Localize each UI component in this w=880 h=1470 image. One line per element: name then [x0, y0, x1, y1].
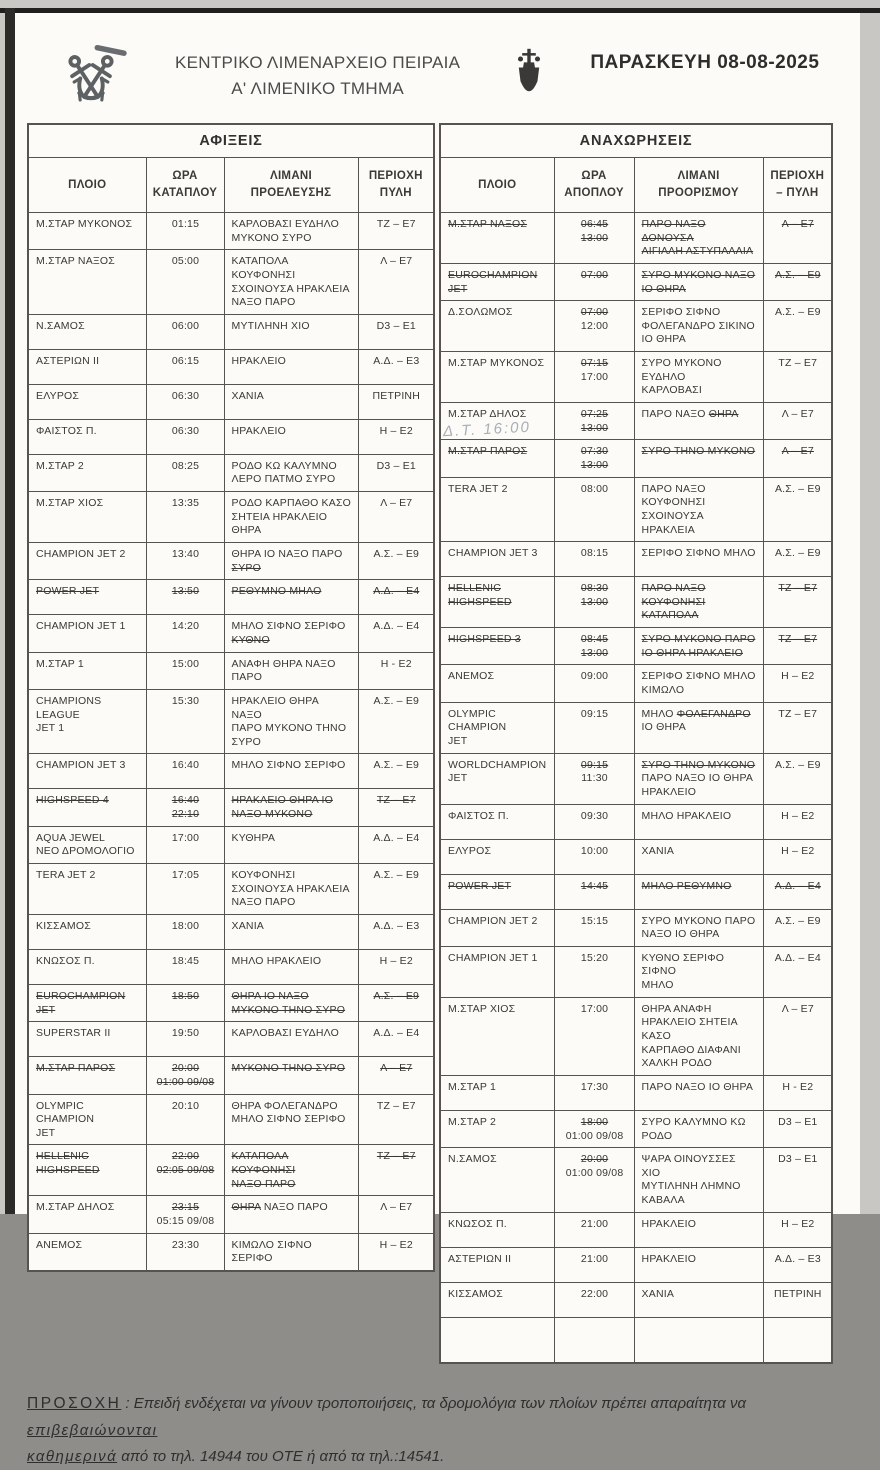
ports-cell: ΗΡΑΚΛΕΙΟ	[224, 419, 358, 454]
time-cell: 21:00	[554, 1212, 634, 1247]
organization-title	[175, 50, 460, 103]
ship-cell: Μ.ΣΤΑΡ ΝΑΞΟΣ	[28, 250, 146, 315]
ports-cell: ΧΑΝΙΑ	[634, 1282, 763, 1317]
ports-cell: ΚΑΡΛΟΒΑΣΙ ΕΥΔΗΛΟ	[224, 1022, 358, 1057]
arrival-row	[28, 492, 434, 543]
time-cell: 22:00 02:05 09/08	[146, 1145, 224, 1196]
area-cell: Η – Ε2	[763, 839, 832, 874]
arrival-row	[28, 984, 434, 1021]
page-header	[15, 13, 860, 117]
time-cell: 09:00	[554, 665, 634, 702]
time-cell: 13:40	[146, 543, 224, 580]
notice-body-2: από το τηλ. 14944 του ΟΤΕ ή από τα τηλ.:14541.	[117, 1447, 445, 1465]
area-cell: Η – Ε2	[358, 1233, 434, 1271]
departures-title: ΑΝΑΧΩΡΗΣΕΙΣ	[440, 124, 832, 158]
arrival-row	[28, 652, 434, 689]
ports-cell: ΜΗΛΟ ΡΕΘΥΜΝΟ	[634, 874, 763, 909]
ports-cell: ΣΥΡΟ ΜΥΚΟΝΟ ΠΑΡΟ ΙΟ ΘΗΡΑ ΗΡΑΚΛΕΙΟ	[634, 628, 763, 665]
col-area-gate: ΠΕΡΙΟΧΗ ΠΥΛΗ	[358, 158, 434, 213]
ship-cell: HELLENIC HIGHSPEED	[28, 1145, 146, 1196]
area-cell: Λ – Ε7	[763, 213, 832, 264]
ship-cell: POWER JET	[440, 874, 554, 909]
time-cell: 16:40 22:10	[146, 789, 224, 826]
area-cell: Η - Ε2	[763, 1075, 832, 1110]
ship-cell: CHAMPION JET 3	[440, 542, 554, 577]
ports-cell: ΘΗΡΑ ΦΟΛΕΓΑΝΔΡΟ ΜΗΛΟ ΣΙΦΝΟ ΣΕΡΙΦΟ	[224, 1094, 358, 1145]
time-cell: 05:00	[146, 250, 224, 315]
time-cell: 18:00	[146, 914, 224, 949]
ship-cell: ΦΑΙΣΤΟΣ Π.	[28, 419, 146, 454]
arrival-row	[28, 1196, 434, 1233]
time-cell: 18:50	[146, 984, 224, 1021]
time-cell: 07:15 17:00	[554, 352, 634, 403]
area-cell: Η - Ε2	[358, 652, 434, 689]
ship-cell: ΚΝΩΣΟΣ Π.	[440, 1212, 554, 1247]
schedule-date: ΠΑΡΑΣΚΕΥΗ 08-08-2025	[590, 52, 820, 73]
ports-cell: ΚΑΤΑΠΟΛΑ ΚΟΥΦΟΝΗΣΙ ΝΑΞΟ ΠΑΡΟ	[224, 1145, 358, 1196]
ship-cell: ΑΝΕΜΟΣ	[440, 665, 554, 702]
ports-cell: ΚΟΥΦΟΝΗΣΙ ΣΧΟΙΝΟΥΣΑ ΗΡΑΚΛΕΙΑ ΝΑΞΟ ΠΑΡΟ	[224, 864, 358, 915]
area-cell: ΤΖ – Ε7	[763, 577, 832, 628]
area-cell: Η – Ε2	[763, 804, 832, 839]
departure-row	[440, 403, 832, 440]
time-cell: 21:00	[554, 1247, 634, 1282]
departure-row	[440, 628, 832, 665]
area-cell	[763, 1317, 832, 1363]
arrivals-title: ΑΦΙΞΕΙΣ	[28, 124, 434, 158]
ship-cell: WORLDCHAMPION JET	[440, 753, 554, 804]
departure-row	[440, 1317, 832, 1363]
time-cell: 08:15	[554, 542, 634, 577]
time-cell: 15:20	[554, 946, 634, 997]
area-cell: ΠΕΤΡΙΝΗ	[358, 384, 434, 419]
arrival-row	[28, 1057, 434, 1094]
time-cell: 06:30	[146, 384, 224, 419]
area-cell: ΤΖ – Ε7	[763, 352, 832, 403]
ports-cell	[634, 1317, 763, 1363]
ship-icon-wrap	[512, 47, 546, 105]
ports-cell: ΧΑΝΙΑ	[634, 839, 763, 874]
time-cell: 19:50	[146, 1022, 224, 1057]
time-cell: 06:00	[146, 314, 224, 349]
area-cell: ΤΖ – Ε7	[358, 213, 434, 250]
arrival-row	[28, 314, 434, 349]
arrivals-table	[27, 123, 435, 1272]
time-cell: 13:35	[146, 492, 224, 543]
ship-cell: CHAMPION JET 2	[440, 909, 554, 946]
ship-cell: CHAMPION JET 1	[440, 946, 554, 997]
ship-cell: Μ.ΣΤΑΡ ΧΙΟΣ	[28, 492, 146, 543]
notice-underline-1: επιβεβαιώνονται	[27, 1421, 158, 1439]
area-cell: Α.Δ. – Ε3	[358, 914, 434, 949]
departure-row	[440, 301, 832, 352]
arrivals-header-row	[28, 158, 434, 213]
time-cell: 09:15 11:30	[554, 753, 634, 804]
area-cell: ΤΖ – Ε7	[763, 702, 832, 753]
ship-cell: CHAMPION JET 2	[28, 543, 146, 580]
time-cell: 15:00	[146, 652, 224, 689]
time-cell: 18:45	[146, 949, 224, 984]
time-cell: 20:10	[146, 1094, 224, 1145]
ship-cell: ΕΛΥΡΟΣ	[440, 839, 554, 874]
departure-row	[440, 1110, 832, 1147]
area-cell: Η – Ε2	[763, 665, 832, 702]
ports-cell: ΘΗΡΑ ΝΑΞΟ ΠΑΡΟ	[224, 1196, 358, 1233]
organization-line1: ΚΕΝΤΡΙΚΟ ΛΙΜΕΝΑΡΧΕΙΟ ΠΕΙΡΑΙΑ	[175, 52, 461, 72]
departure-row	[440, 1148, 832, 1213]
area-cell: Α.Δ. – Ε4	[358, 580, 434, 615]
area-cell: Α.Δ. – Ε3	[358, 349, 434, 384]
ship-cell: POWER JET	[28, 580, 146, 615]
time-cell: 17:00	[146, 826, 224, 863]
departure-row	[440, 997, 832, 1075]
ports-cell: ΗΡΑΚΛΕΙΟ ΘΗΡΑ ΙΟ ΝΑΞΟ ΜΥΚΟΝΟ	[224, 789, 358, 826]
ports-cell: ΣΥΡΟ ΤΗΝΟ ΜΥΚΟΝΟ	[634, 440, 763, 477]
ports-cell: ΧΑΝΙΑ	[224, 914, 358, 949]
ports-cell: ΜΗΛΟ ΗΡΑΚΛΕΙΟ	[634, 804, 763, 839]
ship-cell: Μ.ΣΤΑΡ ΜΥΚΟΝΟΣ	[28, 213, 146, 250]
area-cell: Α.Δ. – Ε3	[763, 1247, 832, 1282]
ship-cell: HIGHSPEED 3	[440, 628, 554, 665]
ports-cell: ΣΥΡΟ ΚΑΛΥΜΝΟ ΚΩ ΡΟΔΟ	[634, 1110, 763, 1147]
ship-cell: Μ.ΣΤΑΡ ΠΑΡΟΣ	[28, 1057, 146, 1094]
ship-cell: Μ.ΣΤΑΡ ΔΗΛΟΣ Δ.Τ. 16:00	[440, 403, 554, 440]
ports-cell: ΚΙΜΩΛΟ ΣΙΦΝΟ ΣΕΡΙΦΟ	[224, 1233, 358, 1271]
departure-row	[440, 753, 832, 804]
time-cell: 08:00	[554, 477, 634, 542]
ship-cell: OLYMPIC CHAMPION JET	[28, 1094, 146, 1145]
departure-row	[440, 665, 832, 702]
area-cell: D3 – Ε1	[763, 1110, 832, 1147]
area-cell: Α.Σ. – Ε9	[358, 689, 434, 754]
ports-cell: ΠΑΡΟ ΝΑΞΟ ΚΟΥΦΟΝΗΣΙ ΣΧΟΙΝΟΥΣΑ ΗΡΑΚΛΕΙΑ	[634, 477, 763, 542]
col-ship: ΠΛΟΙΟ	[440, 158, 554, 213]
arrival-row	[28, 543, 434, 580]
area-cell: Α.Σ. – Ε9	[763, 263, 832, 300]
area-cell: Α.Σ. – Ε9	[763, 542, 832, 577]
departure-row	[440, 804, 832, 839]
departure-row	[440, 1075, 832, 1110]
departure-row	[440, 477, 832, 542]
ports-cell: ΣΕΡΙΦΟ ΣΙΦΝΟ ΜΗΛΟ ΚΙΜΩΛΟ	[634, 665, 763, 702]
departure-row	[440, 352, 832, 403]
arrival-row	[28, 213, 434, 250]
time-cell: 06:15	[146, 349, 224, 384]
ship-cell: Μ.ΣΤΑΡ ΝΑΞΟΣ	[440, 213, 554, 264]
arrivals-title-row	[28, 124, 434, 158]
ports-cell: ΜΗΛΟ ΦΟΛΕΓΑΝΔΡΟ ΙΟ ΘΗΡΑ	[634, 702, 763, 753]
time-cell: 07:00 12:00	[554, 301, 634, 352]
area-cell: D3 – Ε1	[358, 314, 434, 349]
col-departure-time: ΩΡΑ ΑΠΟΠΛΟΥ	[554, 158, 634, 213]
col-destination-port: ΛΙΜΑΝΙ ΠΡΟΟΡΙΣΜΟΥ	[634, 158, 763, 213]
ship-cell: Μ.ΣΤΑΡ 2	[440, 1110, 554, 1147]
organization-line2: Α' ΛΙΜΕΝΙΚΟ ΤΜΗΜΑ	[231, 79, 405, 98]
ship-cell: EUROCHAMPION JET	[440, 263, 554, 300]
schedule-tables	[15, 117, 860, 1364]
col-arrival-time: ΩΡΑ ΚΑΤΑΠΛΟΥ	[146, 158, 224, 213]
ship-cell: TERA JET 2	[28, 864, 146, 915]
arrival-row	[28, 250, 434, 315]
ship-cell: Ν.ΣΑΜΟΣ	[28, 314, 146, 349]
ship-cell: Μ.ΣΤΑΡ ΜΥΚΟΝΟΣ	[440, 352, 554, 403]
time-cell: 15:30	[146, 689, 224, 754]
ship-cell: ΑΣΤΕΡΙΩΝ ΙΙ	[440, 1247, 554, 1282]
ports-cell: ΡΟΔΟ ΚΩ ΚΑΛΥΜΝΟ ΛΕΡΟ ΠΑΤΜΟ ΣΥΡΟ	[224, 454, 358, 491]
ports-cell: ΣΥΡΟ ΜΥΚΟΝΟ ΠΑΡΟ ΝΑΞΟ ΙΟ ΘΗΡΑ	[634, 909, 763, 946]
col-area-gate: ΠΕΡΙΟΧΗ – ΠΥΛΗ	[763, 158, 832, 213]
time-cell: 10:00	[554, 839, 634, 874]
ports-cell: ΣΕΡΙΦΟ ΣΙΦΝΟ ΦΟΛΕΓΑΝΔΡΟ ΣΙΚΙΝΟ ΙΟ ΘΗΡΑ	[634, 301, 763, 352]
area-cell: Α.Δ. – Ε4	[763, 946, 832, 997]
ports-cell: ΠΑΡΟ ΝΑΞΟ ΚΟΥΦΟΝΗΣΙ ΚΑΤΑΠΟΛΑ	[634, 577, 763, 628]
time-cell: 08:30 13:00	[554, 577, 634, 628]
departure-row	[440, 1212, 832, 1247]
departure-row	[440, 909, 832, 946]
area-cell: ΤΖ – Ε7	[763, 628, 832, 665]
ports-cell: ΗΡΑΚΛΕΙΟ	[224, 349, 358, 384]
notice-label: ΠΡΟΣΟΧΗ	[27, 1395, 122, 1413]
arrival-row	[28, 419, 434, 454]
arrival-row	[28, 949, 434, 984]
ship-cell: TERA JET 2	[440, 477, 554, 542]
area-cell: Α.Σ. – Ε9	[763, 477, 832, 542]
time-cell: 07:00	[554, 263, 634, 300]
scan-edge-left	[5, 8, 15, 1214]
ports-cell: ΘΗΡΑ ΙΟ ΝΑΞΟ ΠΑΡΟ ΣΥΡΟ	[224, 543, 358, 580]
time-cell	[554, 1317, 634, 1363]
time-cell: 01:15	[146, 213, 224, 250]
area-cell: Α.Σ. – Ε9	[763, 301, 832, 352]
departure-row	[440, 839, 832, 874]
page	[15, 13, 860, 1465]
col-origin-port: ΛΙΜΑΝΙ ΠΡΟΕΛΕΥΣΗΣ	[224, 158, 358, 213]
ports-cell: ΑΝΑΦΗ ΘΗΡΑ ΝΑΞΟ ΠΑΡΟ	[224, 652, 358, 689]
area-cell: Λ – Ε7	[763, 403, 832, 440]
ship-cell: CHAMPION JET 3	[28, 754, 146, 789]
area-cell: Η – Ε2	[358, 949, 434, 984]
arrival-row	[28, 689, 434, 754]
notice-body-1: Επειδή ενδέχεται να γίνουν τροποποιήσεις, τα δρομολόγια των πλοίων πρέπει απαραίτητα να	[133, 1395, 747, 1413]
departure-row	[440, 213, 832, 264]
ports-cell: ΠΑΡΟ ΝΑΞΟ ΙΟ ΘΗΡΑ	[634, 1075, 763, 1110]
area-cell: Α.Σ. – Ε9	[358, 864, 434, 915]
area-cell: Α.Σ. – Ε9	[763, 753, 832, 804]
area-cell: Λ – Ε7	[358, 492, 434, 543]
time-cell: 17:30	[554, 1075, 634, 1110]
departure-row	[440, 702, 832, 753]
ship-cell: ΑΝΕΜΟΣ	[28, 1233, 146, 1271]
area-cell: Λ – Ε7	[763, 440, 832, 477]
area-cell: D3 – Ε1	[358, 454, 434, 491]
ports-cell: ΚΥΘΝΟ ΣΕΡΙΦΟ ΣΙΦΝΟ ΜΗΛΟ	[634, 946, 763, 997]
ports-cell: ΧΑΝΙΑ	[224, 384, 358, 419]
area-cell: ΤΖ – Ε7	[358, 1145, 434, 1196]
handwritten-note: Δ.Τ. 16:00	[442, 418, 532, 441]
ports-cell: ΣΥΡΟ ΜΥΚΟΝΟ ΕΥΔΗΛΟ ΚΑΡΛΟΒΑΣΙ	[634, 352, 763, 403]
area-cell: ΤΖ – Ε7	[358, 789, 434, 826]
time-cell: 07:30 13:00	[554, 440, 634, 477]
ports-cell: ΣΕΡΙΦΟ ΣΙΦΝΟ ΜΗΛΟ	[634, 542, 763, 577]
departure-row	[440, 577, 832, 628]
time-cell: 09:30	[554, 804, 634, 839]
ship-icon	[512, 47, 546, 105]
notice	[27, 1390, 844, 1470]
ship-cell: ΕΛΥΡΟΣ	[28, 384, 146, 419]
ship-cell: CHAMPION JET 1	[28, 615, 146, 652]
ports-cell: ΚΑΤΑΠΟΛΑ ΚΟΥΦΟΝΗΣΙ ΣΧΟΙΝΟΥΣΑ ΗΡΑΚΛΕΙΑ ΝΑΞΟ ΠΑΡΟ	[224, 250, 358, 315]
ship-cell: Δ.ΣΟΛΩΜΟΣ	[440, 301, 554, 352]
ship-cell: OLYMPIC CHAMPION JET	[440, 702, 554, 753]
area-cell: Α.Σ. – Ε9	[358, 984, 434, 1021]
departure-row	[440, 542, 832, 577]
arrivals-body	[28, 213, 434, 1271]
time-cell: 23:15 05:15 09/08	[146, 1196, 224, 1233]
arrival-row	[28, 349, 434, 384]
departure-row	[440, 946, 832, 997]
ports-cell: ΜΥΤΙΛΗΝΗ ΧΙΟ	[224, 314, 358, 349]
ship-cell: HELLENIC HIGHSPEED	[440, 577, 554, 628]
col-ship: ΠΛΟΙΟ	[28, 158, 146, 213]
ports-cell: ΨΑΡΑ ΟΙΝΟΥΣΣΕΣ ΧΙΟ ΜΥΤΙΛΗΝΗ ΛΗΜΝΟ ΚΑΒΑΛΑ	[634, 1148, 763, 1213]
departures-title-row	[440, 124, 832, 158]
time-cell: 06:45 13:00	[554, 213, 634, 264]
arrival-row	[28, 754, 434, 789]
departures-header-row	[440, 158, 832, 213]
ship-cell: EUROCHAMPION JET	[28, 984, 146, 1021]
area-cell: Α.Δ. – Ε4	[358, 1022, 434, 1057]
ship-cell: AQUA JEWEL ΝΕΟ ΔΡΟΜΟΛΟΓΙΟ	[28, 826, 146, 863]
time-cell: 07:25 13:00	[554, 403, 634, 440]
ports-cell: ΜΗΛΟ ΣΙΦΝΟ ΣΕΡΙΦΟ	[224, 754, 358, 789]
arrival-row	[28, 864, 434, 915]
area-cell: Η – Ε2	[763, 1212, 832, 1247]
arrival-row	[28, 1145, 434, 1196]
ports-cell: ΜΗΛΟ ΗΡΑΚΛΕΙΟ	[224, 949, 358, 984]
area-cell: Α.Δ. – Ε4	[358, 615, 434, 652]
arrival-row	[28, 580, 434, 615]
arrival-row	[28, 1233, 434, 1271]
notice-underline-2: καθημερινά	[27, 1447, 118, 1465]
area-cell: Λ – Ε7	[763, 997, 832, 1075]
departure-row	[440, 263, 832, 300]
ship-cell: Μ.ΣΤΑΡ 1	[440, 1075, 554, 1110]
ports-cell: ΗΡΑΚΛΕΙΟ	[634, 1212, 763, 1247]
ports-cell: ΚΑΡΛΟΒΑΣΙ ΕΥΔΗΛΟ ΜΥΚΟΝΟ ΣΥΡΟ	[224, 213, 358, 250]
crossed-anchors-icon	[51, 43, 131, 109]
area-cell: Α.Δ. – Ε4	[358, 826, 434, 863]
ports-cell: ΘΗΡΑ ΑΝΑΦΗ ΗΡΑΚΛΕΙΟ ΣΗΤΕΙΑ ΚΑΣΟ ΚΑΡΠΑΘΟ ΔΙΑΦΑΝΙ ΧΑΛΚΗ ΡΟΔΟ	[634, 997, 763, 1075]
ports-cell: ΠΑΡΟ ΝΑΞΟ ΘΗΡΑ	[634, 403, 763, 440]
ports-cell: ΜΥΚΟΝΟ ΤΗΝΟ ΣΥΡΟ	[224, 1057, 358, 1094]
notice-colon: :	[121, 1395, 134, 1413]
area-cell: D3 – Ε1	[763, 1148, 832, 1213]
ports-cell: ΣΥΡΟ ΜΥΚΟΝΟ ΝΑΞΟ ΙΟ ΘΗΡΑ	[634, 263, 763, 300]
area-cell: ΤΖ – Ε7	[358, 1094, 434, 1145]
departure-row	[440, 1282, 832, 1317]
ship-cell: Ν.ΣΑΜΟΣ	[440, 1148, 554, 1213]
area-cell: Λ – Ε7	[358, 250, 434, 315]
area-cell: Α.Σ. – Ε9	[763, 909, 832, 946]
arrival-row	[28, 914, 434, 949]
arrival-row	[28, 826, 434, 863]
arrival-row	[28, 789, 434, 826]
time-cell: 20:00 01:00 09/08	[146, 1057, 224, 1094]
ship-cell: Μ.ΣΤΑΡ ΠΑΡΟΣ	[440, 440, 554, 477]
arrival-row	[28, 615, 434, 652]
ports-cell: ΘΗΡΑ ΙΟ ΝΑΞΟ ΜΥΚΟΝΟ ΤΗΝΟ ΣΥΡΟ	[224, 984, 358, 1021]
ship-cell: ΚΙΣΣΑΜΟΣ	[440, 1282, 554, 1317]
ship-cell: Μ.ΣΤΑΡ 2	[28, 454, 146, 491]
time-cell: 14:20	[146, 615, 224, 652]
ship-cell: CHAMPIONS LEAGUE JET 1	[28, 689, 146, 754]
ports-cell: ΣΥΡΟ ΤΗΝΟ ΜΥΚΟΝΟ ΠΑΡΟ ΝΑΞΟ ΙΟ ΘΗΡΑ ΗΡΑΚΛΕΙΟ	[634, 753, 763, 804]
ports-cell: ΚΥΘΗΡΑ	[224, 826, 358, 863]
time-cell: 18:00 01:00 09/08	[554, 1110, 634, 1147]
area-cell: ΠΕΤΡΙΝΗ	[763, 1282, 832, 1317]
area-cell: Α.Σ. – Ε9	[358, 543, 434, 580]
area-cell: Η – Ε2	[358, 419, 434, 454]
time-cell: 16:40	[146, 754, 224, 789]
ports-cell: ΡΟΔΟ ΚΑΡΠΑΘΟ ΚΑΣΟ ΣΗΤΕΙΑ ΗΡΑΚΛΕΙΟ ΘΗΡΑ	[224, 492, 358, 543]
ship-cell: SUPERSTAR II	[28, 1022, 146, 1057]
area-cell: Λ – Ε7	[358, 1057, 434, 1094]
ports-cell: ΠΑΡΟ ΝΑΞΟ ΔΟΝΟΥΣΑ ΑΙΓΙΑΛΗ ΑΣΤΥΠΑΛΑΙΑ	[634, 213, 763, 264]
arrival-row	[28, 454, 434, 491]
ports-cell: ΗΡΑΚΛΕΙΟ ΘΗΡΑ ΝΑΞΟ ΠΑΡΟ ΜΥΚΟΝΟ ΤΗΝΟ ΣΥΡΟ	[224, 689, 358, 754]
area-cell: Α.Σ. – Ε9	[358, 754, 434, 789]
time-cell: 20:00 01:00 09/08	[554, 1148, 634, 1213]
time-cell: 06:30	[146, 419, 224, 454]
time-cell: 09:15	[554, 702, 634, 753]
ports-cell: ΜΗΛΟ ΣΙΦΝΟ ΣΕΡΙΦΟ ΚΥΘΝΟ	[224, 615, 358, 652]
ports-cell: ΡΕΘΥΜΝΟ ΜΗΛΟ	[224, 580, 358, 615]
departure-row	[440, 440, 832, 477]
ports-cell: ΗΡΑΚΛΕΙΟ	[634, 1247, 763, 1282]
ship-cell: Μ.ΣΤΑΡ ΧΙΟΣ	[440, 997, 554, 1075]
area-cell: Λ – Ε7	[358, 1196, 434, 1233]
arrival-row	[28, 1094, 434, 1145]
time-cell: 22:00	[554, 1282, 634, 1317]
time-cell: 15:15	[554, 909, 634, 946]
ship-cell: ΚΝΩΣΟΣ Π.	[28, 949, 146, 984]
departure-row	[440, 1247, 832, 1282]
time-cell: 17:00	[554, 997, 634, 1075]
time-cell: 13:50	[146, 580, 224, 615]
time-cell: 14:45	[554, 874, 634, 909]
time-cell: 17:05	[146, 864, 224, 915]
time-cell: 23:30	[146, 1233, 224, 1271]
ship-cell: ΦΑΙΣΤΟΣ Π.	[440, 804, 554, 839]
time-cell: 08:45 13:00	[554, 628, 634, 665]
arrival-row	[28, 1022, 434, 1057]
ship-cell: Μ.ΣΤΑΡ 1	[28, 652, 146, 689]
departure-row	[440, 874, 832, 909]
area-cell: Α.Δ. – Ε4	[763, 874, 832, 909]
departures-body	[440, 213, 832, 1364]
ship-cell: HIGHSPEED 4	[28, 789, 146, 826]
ship-cell: Μ.ΣΤΑΡ ΔΗΛΟΣ	[28, 1196, 146, 1233]
departures-table	[439, 123, 833, 1364]
ship-cell: ΑΣΤΕΡΙΩΝ ΙΙ	[28, 349, 146, 384]
ship-cell	[440, 1317, 554, 1363]
time-cell: 08:25	[146, 454, 224, 491]
ship-cell: ΚΙΣΣΑΜΟΣ	[28, 914, 146, 949]
arrival-row	[28, 384, 434, 419]
